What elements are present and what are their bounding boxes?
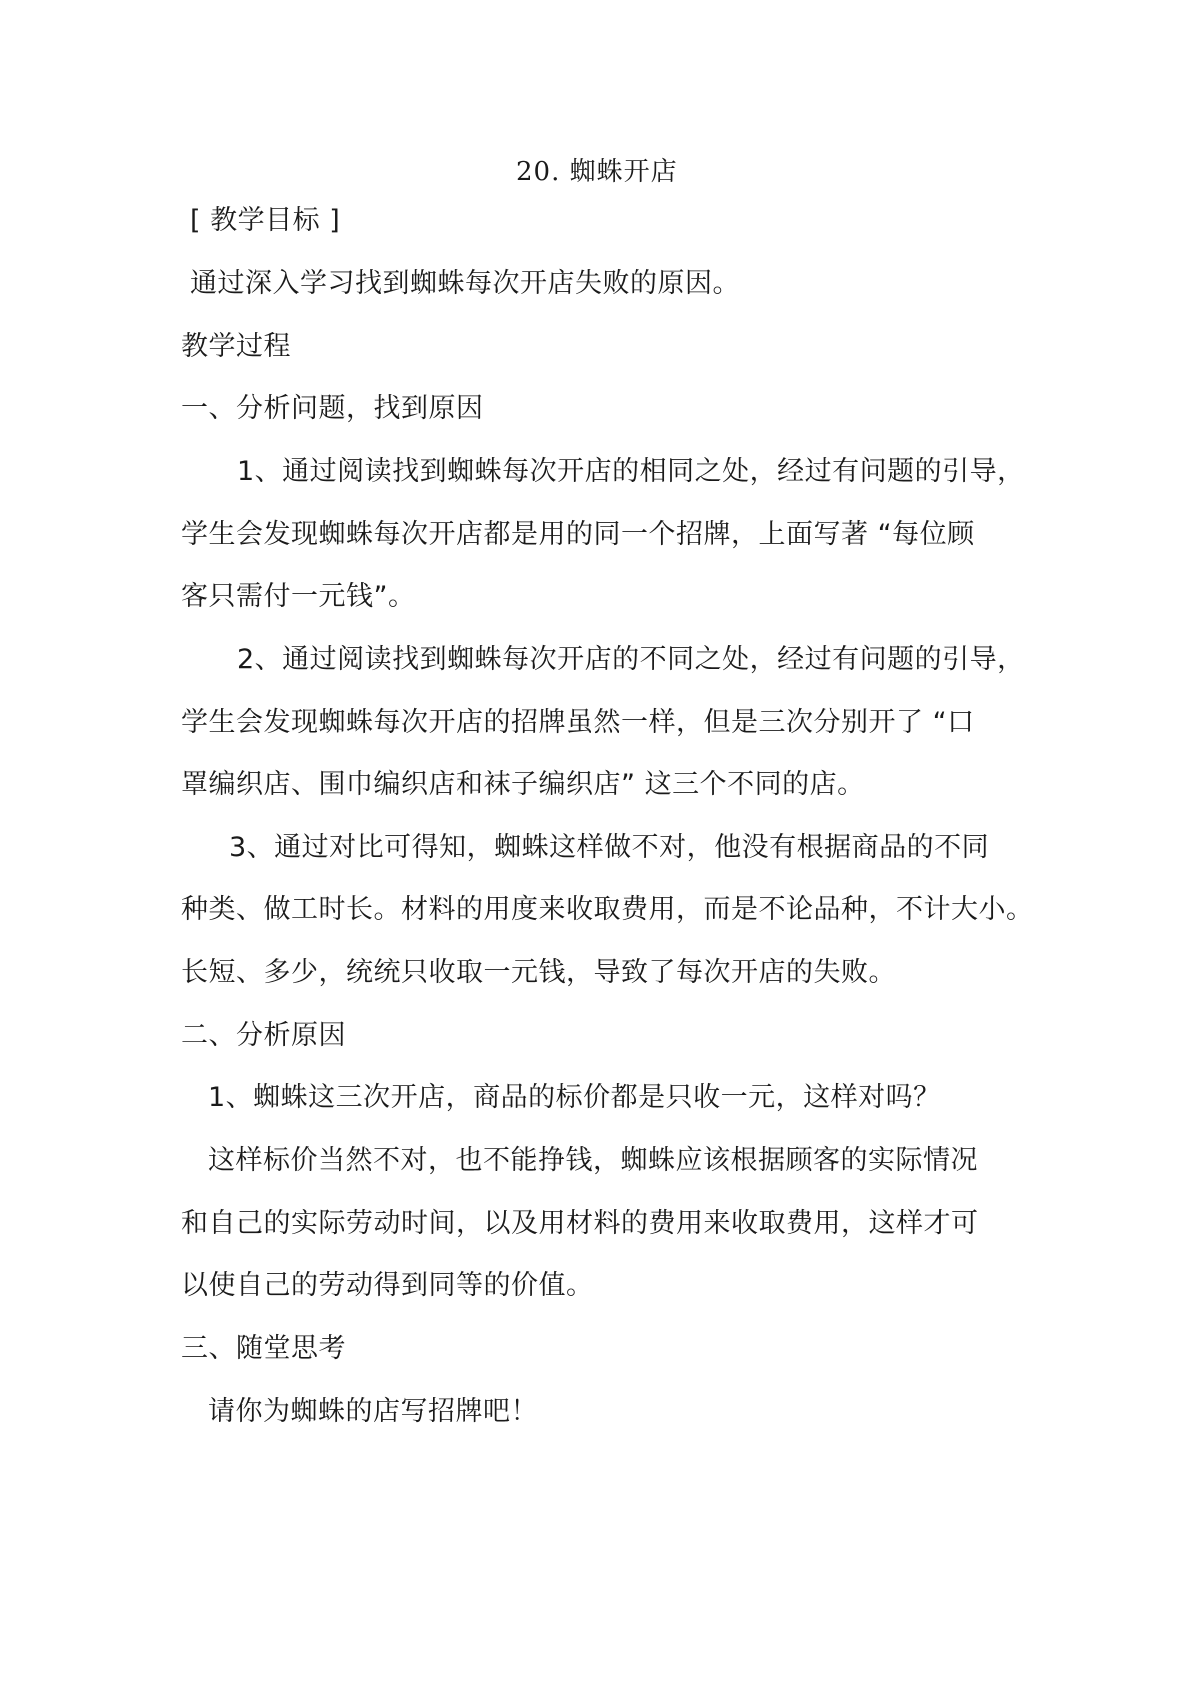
section1-item1-line3: 客只需付一元钱”。: [181, 581, 416, 612]
section1-item2-line3: 罩编织店、围巾编织店和袜子编织店” 这三个不同的店。: [181, 769, 865, 800]
section1-item2-line1: 2、通过阅读找到蜘蛛每次开店的不同之处，经过有问题的引导，: [237, 644, 1025, 675]
section1-item1-line1: 1、通过阅读找到蜘蛛每次开店的相同之处，经过有问题的引导，: [237, 456, 1025, 487]
section1-item1-line2: 学生会发现蜘蛛每次开店都是用的同一个招牌，上面写著 “每位顾: [181, 519, 975, 550]
objective-text: 通过深入学习找到蜘蛛每次开店失败的原因。: [190, 268, 740, 299]
section1-heading: 一、分析问题，找到原因: [181, 393, 484, 424]
section2-answer-line2: 和自己的实际劳动时间，以及用材料的费用来收取费用，这样才可: [181, 1208, 979, 1239]
section1-item3-line1: 3、通过对比可得知，蜘蛛这样做不对，他没有根据商品的不同: [229, 832, 990, 863]
section2-answer-line1: 这样标价当然不对，也不能挣钱，蜘蛛应该根据顾客的实际情况: [208, 1145, 978, 1176]
section3-heading: 三、随堂思考: [181, 1333, 346, 1364]
page-title: 20. 蜘蛛开店: [516, 157, 678, 187]
objectives-heading: [ 教学目标 ]: [190, 205, 341, 236]
section2-heading: 二、分析原因: [181, 1020, 346, 1051]
section1-item2-line2: 学生会发现蜘蛛每次开店的招牌虽然一样，但是三次分别开了 “口: [181, 707, 975, 738]
section2-answer-line3: 以使自己的劳动得到同等的价值。: [181, 1270, 594, 1301]
section1-item3-line2: 种类、做工时长。材料的用度来收取费用，而是不论品种，不计大小。: [181, 894, 1034, 925]
section1-item3-line3: 长短、多少，统统只收取一元钱，导致了每次开店的失败。: [181, 957, 896, 988]
section3-prompt: 请你为蜘蛛的店写招牌吧！: [208, 1396, 538, 1427]
section2-question: 1、蜘蛛这三次开店，商品的标价都是只收一元，这样对吗？: [208, 1082, 941, 1113]
process-heading: 教学过程: [181, 331, 291, 362]
